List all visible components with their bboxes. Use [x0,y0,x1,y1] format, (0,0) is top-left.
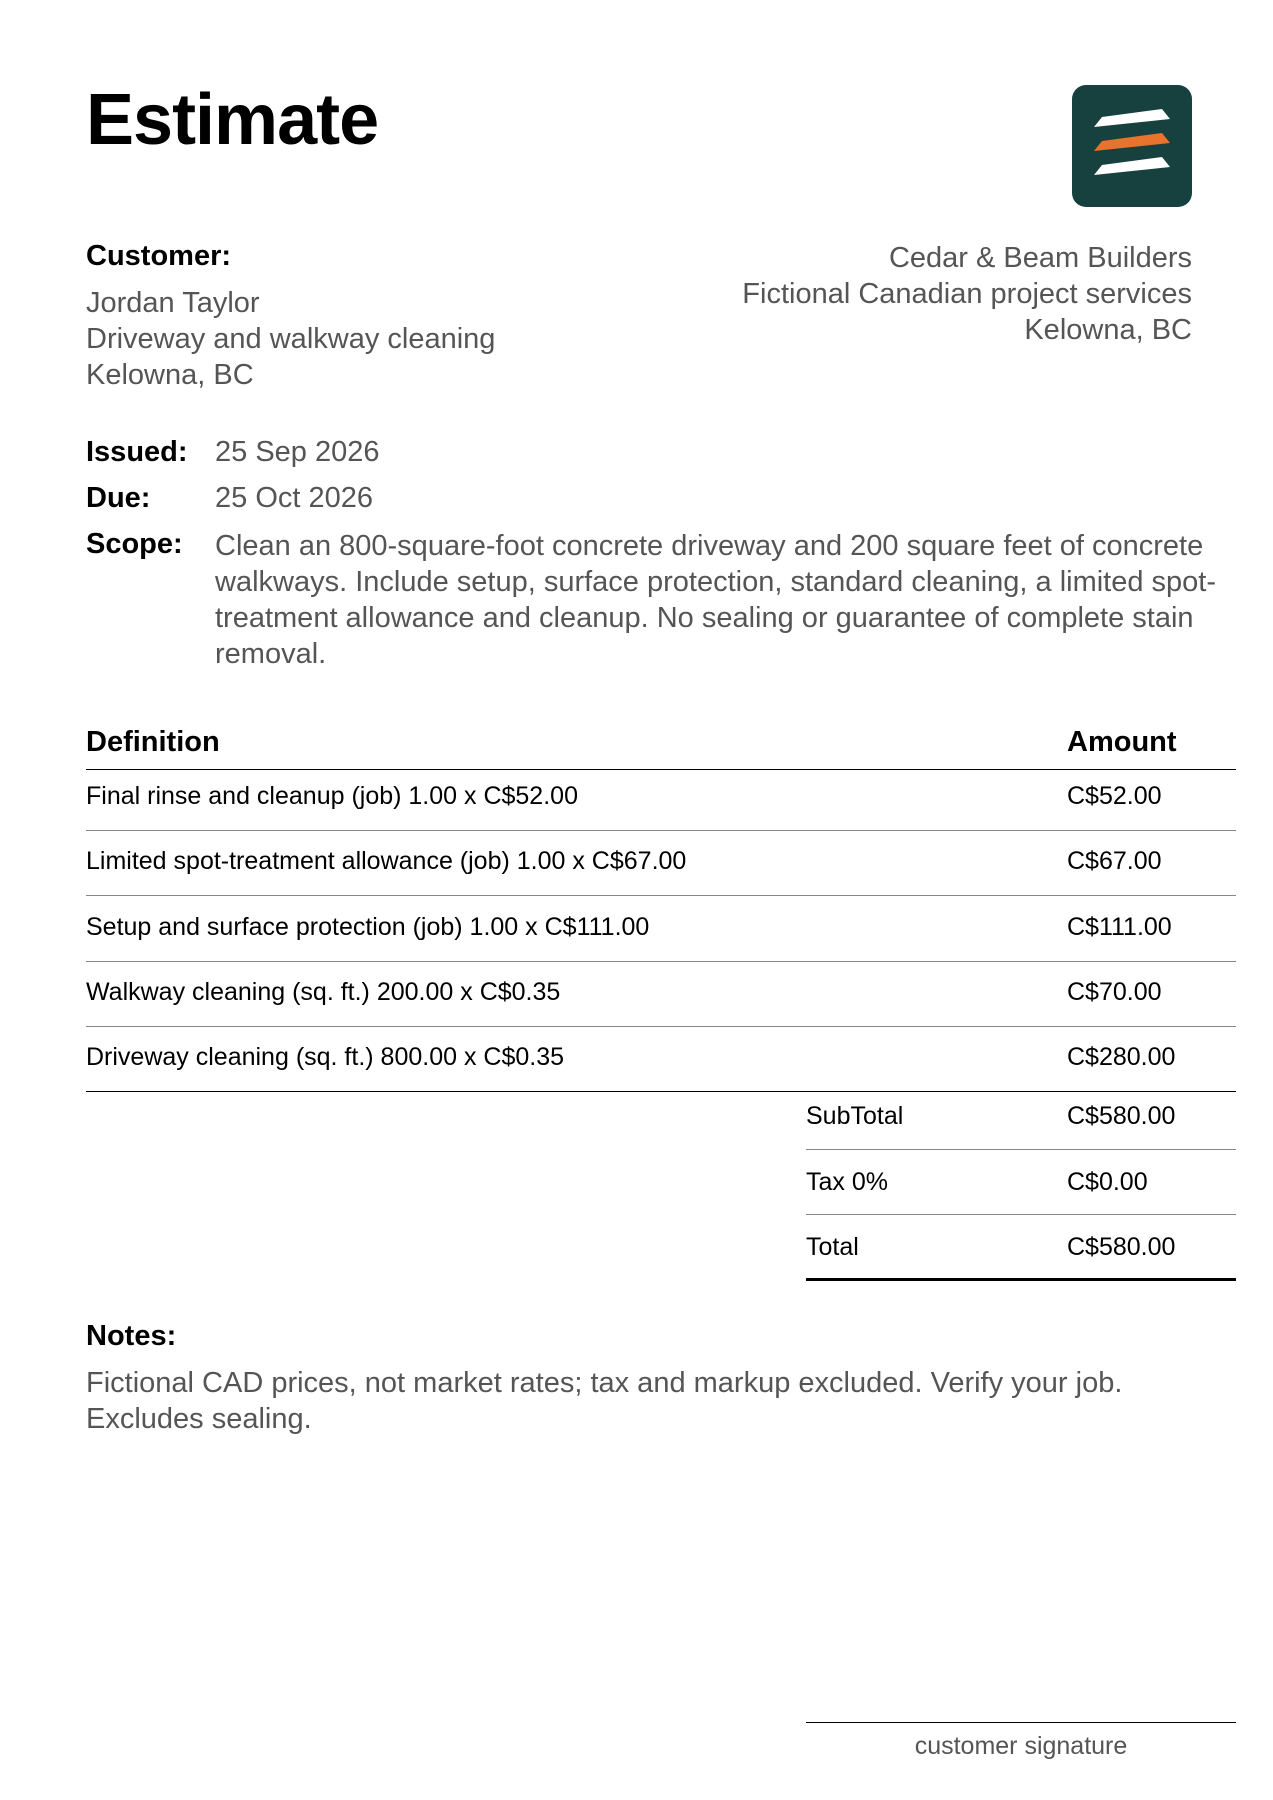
table-header-divider [86,769,1236,770]
table-row-description: Limited spot-treatment allowance (job) 1.00 x C$67.00 [86,847,687,875]
total-value: C$580.00 [1067,1233,1176,1261]
document-title: Estimate [86,80,379,160]
total-underline [806,1278,1236,1281]
company-logo [1072,85,1192,207]
definition-header: Definition [86,726,220,758]
issued-value: 25 Sep 2026 [215,436,380,468]
total-label: Total [806,1233,859,1261]
company-info [742,240,1192,348]
table-row-amount: C$67.00 [1067,847,1162,875]
signature-line[interactable] [806,1722,1236,1723]
customer-info [86,285,495,393]
customer-project: Driveway and walkway cleaning [86,323,496,355]
due-value: 25 Oct 2026 [215,482,373,514]
row-divider [86,961,1236,962]
tax-value: C$0.00 [1067,1168,1148,1196]
company-tagline: Fictional Canadian project services [742,278,1192,310]
scope-label: Scope: [86,528,183,560]
row-divider [86,830,1236,831]
customer-location: Kelowna, BC [86,359,254,391]
table-row-description: Walkway cleaning (sq. ft.) 200.00 x C$0.35 [86,978,561,1006]
customer-name: Jordan Taylor [86,287,260,319]
table-end-divider [86,1091,1236,1092]
row-divider [86,1026,1236,1027]
table-row-amount: C$111.00 [1067,913,1172,941]
totals-divider [806,1214,1236,1215]
notes-label: Notes: [86,1320,177,1352]
table-row-description: Final rinse and cleanup (job) 1.00 x C$52.00 [86,782,578,810]
table-row-amount: C$70.00 [1067,978,1162,1006]
row-divider [86,895,1236,896]
issued-label: Issued: [86,436,188,468]
notes-text: Fictional CAD prices, not market rates; tax and markup excluded. Verify your job. Excludes sealing. [86,1367,1123,1435]
table-row-amount: C$280.00 [1067,1043,1176,1071]
company-location: Kelowna, BC [1024,314,1192,346]
table-row-description: Driveway cleaning (sq. ft.) 800.00 x C$0.35 [86,1043,565,1071]
scope-value: Clean an 800-square-foot concrete driveway and 200 square feet of concrete walkways. Include setup, surface protection, standard cleaning, a limited spot-treatment allowance and cleanup. No sealing or guarantee of complete stain removal. [215,530,1217,670]
amount-header: Amount [1067,726,1177,758]
customer-label: Customer: [86,240,232,272]
tax-label: Tax 0% [806,1168,888,1196]
subtotal-label: SubTotal [806,1102,904,1130]
due-label: Due: [86,482,151,514]
totals-divider [806,1149,1236,1150]
subtotal-value: C$580.00 [1067,1102,1176,1130]
table-row-description: Setup and surface protection (job) 1.00 x C$111.00 [86,913,650,941]
signature-label: customer signature [914,1732,1128,1760]
stacked-planks-logo-icon [1072,85,1192,207]
company-name: Cedar & Beam Builders [888,242,1192,274]
table-row-amount: C$52.00 [1067,782,1162,810]
